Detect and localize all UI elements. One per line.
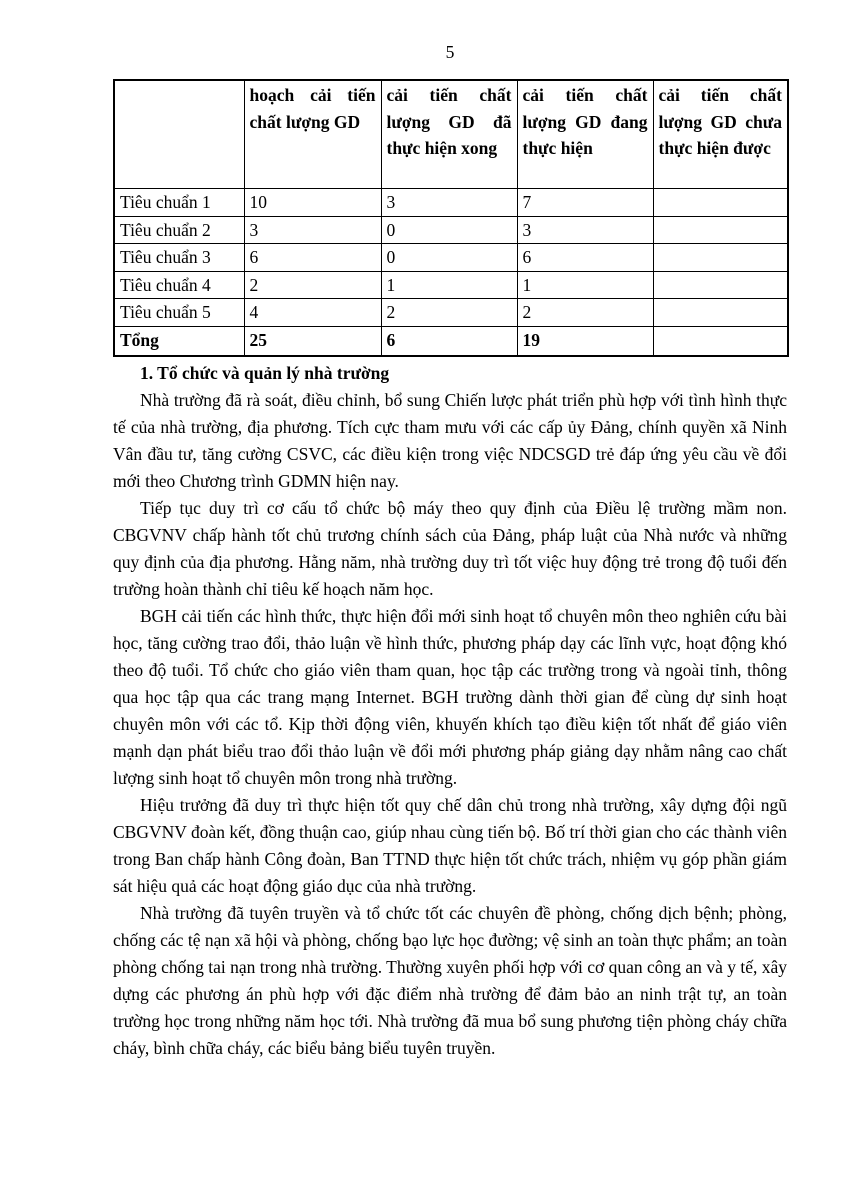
table-row (114, 189, 788, 217)
cell-value: 1 (381, 271, 517, 299)
table-total-row (114, 326, 788, 356)
page-number: 5 (445, 42, 455, 62)
cell-value: 3 (244, 216, 381, 244)
table-header-row (114, 80, 788, 189)
quality-improvement-table (113, 79, 789, 357)
cell-value: 1 (517, 271, 653, 299)
row-label: Tiêu chuẩn 4 (114, 271, 244, 299)
cell-value: 2 (517, 299, 653, 327)
cell-value (653, 216, 788, 244)
row-label: Tiêu chuẩn 5 (114, 299, 244, 327)
table-header-cell-empty (114, 80, 244, 189)
cell-value: 2 (381, 299, 517, 327)
section-heading: 1. Tổ chức và quản lý nhà trường (140, 362, 390, 383)
cell-value: 3 (381, 189, 517, 217)
cell-value (653, 244, 788, 272)
total-value: 25 (244, 326, 381, 356)
cell-value: 2 (244, 271, 381, 299)
cell-value (653, 189, 788, 217)
table-header-cell-plan: hoạch cải tiến chất lượng GD (244, 80, 381, 189)
total-label: Tổng (114, 326, 244, 356)
cell-value: 0 (381, 244, 517, 272)
table-row (114, 299, 788, 327)
paragraph: Nhà trường đã tuyên truyền và tổ chức tốt các chuyên đề phòng, chống dịch bệnh; phòng, chống các tệ nạn xã hội và phòng, chống bạo lực học đường; vệ sinh an toàn thực phẩm; an toàn phòng chống tai nạn trong nhà trường. Thường xuyên phối hợp với cơ quan công an và y tế, xây dựng các phương án phù hợp với đặc điểm nhà trường để đảm bảo an ninh trật tự, an toàn trường học trong những năm học tới. Nhà trường đã mua bổ sung phương tiện phòng cháy chữa cháy, bình chữa cháy, các biểu bảng biểu tuyên truyền. (113, 902, 787, 1058)
table-row (114, 216, 788, 244)
cell-value (653, 299, 788, 327)
table-row (114, 244, 788, 272)
paragraph: Tiếp tục duy trì cơ cấu tổ chức bộ máy theo quy định của Điều lệ trường mầm non. CBGVNV chấp hành tốt chủ trương chính sách của Đảng, pháp luật của Nhà nước và những quy định của địa phương. Hằng năm, nhà trường duy trì tốt việc huy động trẻ trong độ tuổi đến trường hoàn thành chỉ tiêu kế hoạch năm học. (113, 497, 787, 599)
cell-value: 3 (517, 216, 653, 244)
table-header-cell-done: cải tiến chất lượng GD đã thực hiện xong (381, 80, 517, 189)
cell-value (653, 271, 788, 299)
total-value: 19 (517, 326, 653, 356)
table-row (114, 271, 788, 299)
paragraph: Nhà trường đã rà soát, điều chỉnh, bổ sung Chiến lược phát triển phù hợp với tình hình thực tế của nhà trường, địa phương. Tích cực tham mưu với các cấp ủy Đảng, chính quyền xã Ninh Vân đầu tư, tăng cường CSVC, các điều kiện trong việc NDCSGD trẻ đáp ứng yêu cầu về đổi mới theo Chương trình GDMN hiện nay. (113, 389, 787, 491)
cell-value: 6 (517, 244, 653, 272)
row-label: Tiêu chuẩn 3 (114, 244, 244, 272)
cell-value: 6 (244, 244, 381, 272)
table-header-cell-not-done: cải tiến chất lượng GD chưa thực hiện được (653, 80, 788, 189)
paragraph: Hiệu trưởng đã duy trì thực hiện tốt quy chế dân chủ trong nhà trường, xây dựng đội ngũ CBGVNV đoàn kết, đồng thuận cao, giúp nhau cùng tiến bộ. Bố trí thời gian cho các thành viên trong Ban chấp hành Công đoàn, Ban TTND thực hiện tốt chức trách, nhiệm vụ góp phần giám sát hiệu quả các hoạt động giáo dục của nhà trường. (113, 794, 787, 896)
cell-value: 0 (381, 216, 517, 244)
paragraph: BGH cải tiến các hình thức, thực hiện đổi mới sinh hoạt tổ chuyên môn theo nghiên cứu bài học, tăng cường trao đổi, thảo luận về hình thức, phương pháp dạy các lĩnh vực, hoạt động khó theo độ tuổi. Tổ chức cho giáo viên tham quan, học tập các trường trong và ngoài tỉnh, thông qua học tập qua các trang mạng Internet. BGH trường dành thời gian để cùng dự sinh hoạt chuyên môn với các tổ. Kịp thời động viên, khuyến khích tạo điều kiện tốt nhất để giáo viên mạnh dạn phát biểu trao đổi thảo luận về đổi mới phương pháp giảng dạy nhằm nâng cao chất lượng sinh hoạt tổ chuyên môn trong nhà trường. (113, 605, 787, 788)
cell-value: 10 (244, 189, 381, 217)
row-label: Tiêu chuẩn 2 (114, 216, 244, 244)
cell-value: 7 (517, 189, 653, 217)
table-header-cell-in-progress: cải tiến chất lượng GD đang thực hiện (517, 80, 653, 189)
total-value: 6 (381, 326, 517, 356)
total-value (653, 326, 788, 356)
row-label: Tiêu chuẩn 1 (114, 189, 244, 217)
cell-value: 4 (244, 299, 381, 327)
